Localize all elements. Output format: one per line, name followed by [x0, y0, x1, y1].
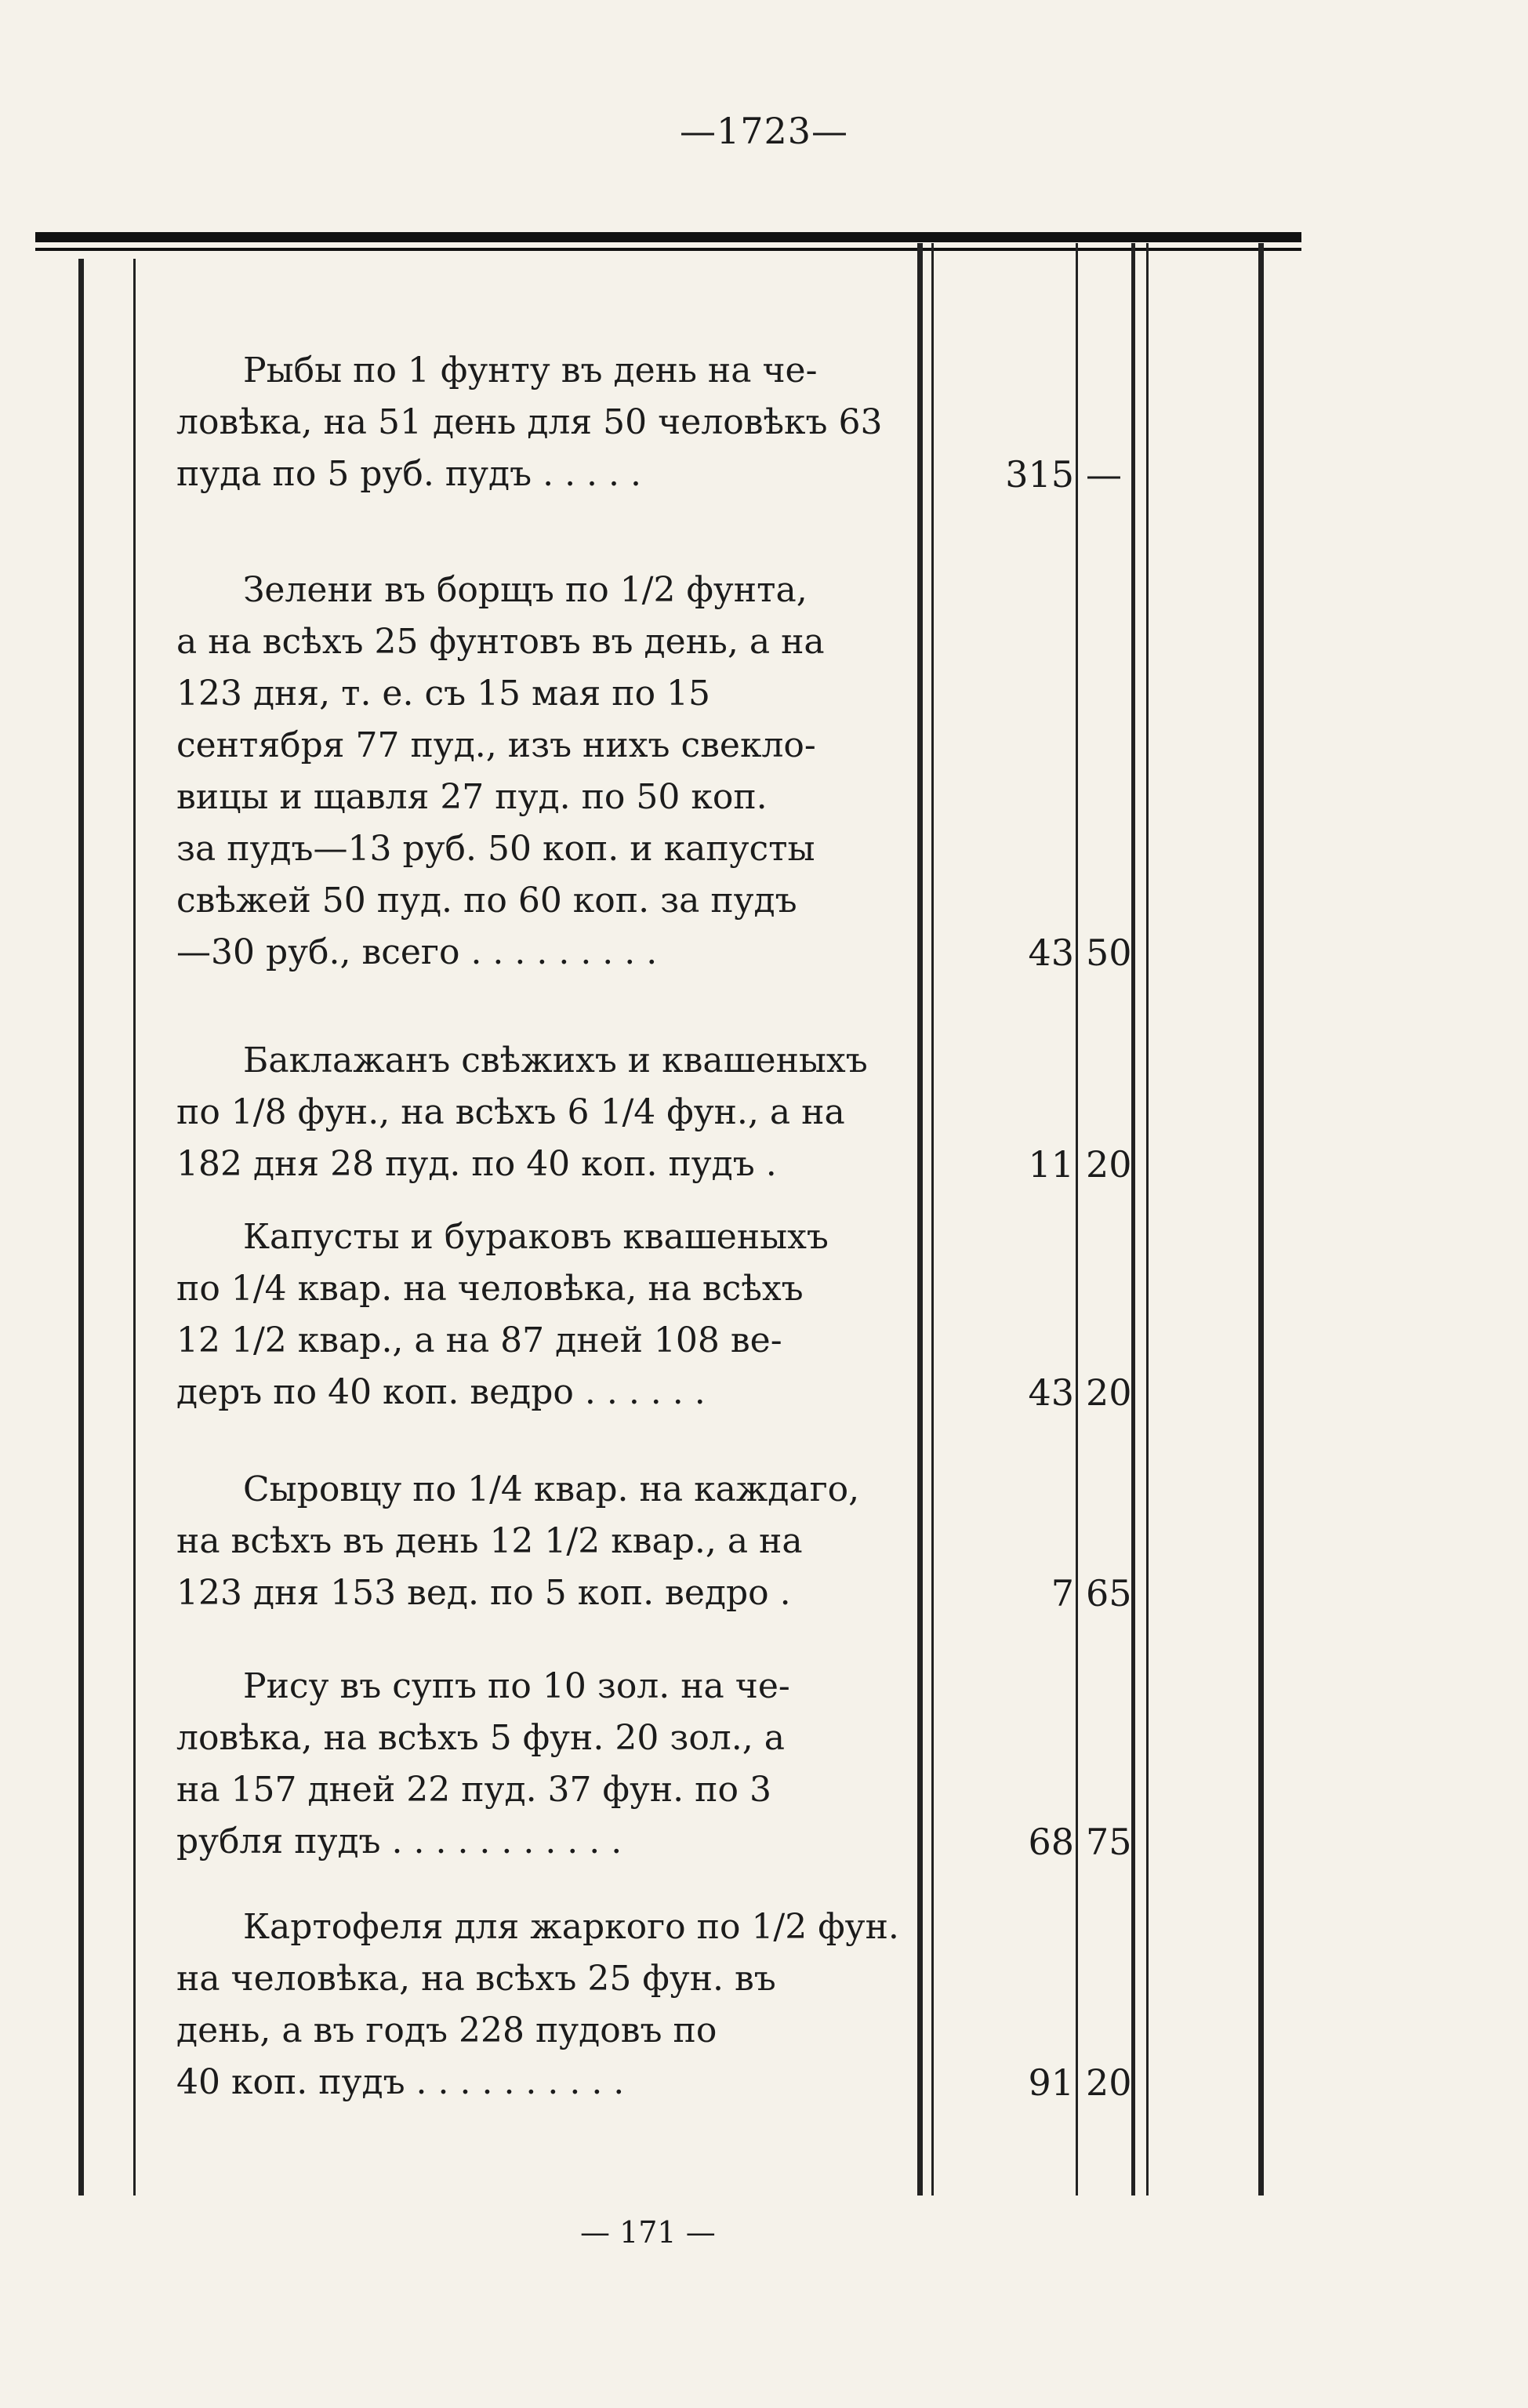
amount-kopecks: — [1086, 453, 1122, 496]
entry-line: —30 руб., всего . . . . . . . . . [176, 932, 658, 972]
entry-line: на 157 дней 22 пуд. 37 фун. по 3 [176, 1770, 771, 1810]
page-number: —1723— [679, 110, 849, 152]
entry-line: Рису въ супъ по 10 зол. на че- [243, 1666, 790, 1706]
amount-rule-left [917, 243, 923, 2196]
entry-line: на всѣхъ въ день 12 1/2 квар., а на [176, 1521, 803, 1561]
entry-greens [176, 565, 913, 979]
entry-line: Капусты и бураковъ квашеныхъ [243, 1217, 829, 1257]
amount-kopecks: 50 [1086, 932, 1132, 974]
entry-line: Баклажанъ свѣжихъ и квашеныхъ [243, 1041, 868, 1081]
kop-rule-right [1131, 243, 1135, 2196]
entry-line: сентября 77 пуд., изъ нихъ свекло- [176, 725, 816, 765]
entry-line: пуда по 5 руб. пудъ . . . . . [176, 454, 641, 494]
left-rule-inner [133, 259, 136, 2196]
entry-line: деръ по 40 коп. ведро . . . . . . [176, 1372, 706, 1412]
amount-kopecks: 65 [1086, 1572, 1132, 1614]
entry-line: день, а въ годъ 228 пудовъ по [176, 2010, 717, 2050]
entry-line: Сыровцу по 1/4 квар. на каждаго, [243, 1469, 860, 1509]
entry-line: на человѣка, на всѣхъ 25 фун. въ [176, 1959, 776, 1999]
footer-page-number: — 171 — [580, 2215, 716, 2250]
entry-line: 123 дня 153 вед. по 5 коп. ведро . [176, 1573, 791, 1613]
entry-line: за пудъ—13 руб. 50 коп. и капусты [176, 829, 815, 869]
amount-rule-left-thin [931, 243, 934, 2196]
entry-line: 182 дня 28 пуд. по 40 коп. пудъ . [176, 1144, 777, 1184]
entry-line: 40 коп. пудъ . . . . . . . . . . [176, 2062, 625, 2102]
entry-cabbage-beets [176, 1211, 913, 1418]
entry-fish [176, 345, 913, 500]
entry-line: ловѣка, на 51 день для 50 человѣкъ 63 [176, 402, 883, 442]
entry-line: 123 дня, т. е. съ 15 мая по 15 [176, 674, 711, 714]
left-rule-outer [78, 259, 84, 2196]
entry-line: рубля пудъ . . . . . . . . . . . [176, 1821, 622, 1861]
top-rule-thin [35, 248, 1301, 251]
entry-line: Картофеля для жаркого по 1/2 фун. [243, 1907, 899, 1947]
right-rule-outer [1258, 243, 1264, 2196]
entry-potatoes [176, 1901, 913, 2108]
entry-line: Рыбы по 1 фунту въ день на че- [243, 350, 818, 390]
amount-rubles: 43 [1028, 932, 1074, 974]
entry-line: по 1/8 фун., на всѣхъ 6 1/4 фун., а на [176, 1092, 845, 1132]
amount-rubles: 68 [1028, 1821, 1074, 1863]
entry-eggplant [176, 1035, 913, 1190]
amount-rubles: 315 [1005, 453, 1074, 496]
kop-rule-right-thin [1146, 243, 1149, 2196]
amount-kopecks: 75 [1086, 1821, 1132, 1863]
amount-kopecks: 20 [1086, 1143, 1132, 1186]
entry-line: вицы и щавля 27 пуд. по 50 коп. [176, 777, 768, 817]
entry-line: 12 1/2 квар., а на 87 дней 108 ве- [176, 1320, 782, 1360]
amount-kopecks: 20 [1086, 2061, 1132, 2104]
top-rule-thick [35, 232, 1301, 242]
amount-rubles: 91 [1028, 2061, 1074, 2104]
entry-line: а на всѣхъ 25 фунтовъ въ день, а на [176, 622, 825, 662]
entry-line: свѣжей 50 пуд. по 60 коп. за пудъ [176, 881, 797, 921]
amount-rubles: 43 [1028, 1371, 1074, 1414]
entry-syrovets [176, 1464, 913, 1619]
entry-line: по 1/4 квар. на человѣка, на всѣхъ [176, 1269, 804, 1309]
amount-rubles: 11 [1028, 1143, 1074, 1186]
rub-kop-rule [1076, 243, 1078, 2196]
amount-kopecks: 20 [1086, 1371, 1132, 1414]
entry-line: Зелени въ борщъ по 1/2 фунта, [243, 570, 808, 610]
entry-rice [176, 1661, 913, 1868]
entry-line: ловѣка, на всѣхъ 5 фун. 20 зол., а [176, 1718, 785, 1758]
amount-rubles: 7 [1051, 1572, 1074, 1614]
